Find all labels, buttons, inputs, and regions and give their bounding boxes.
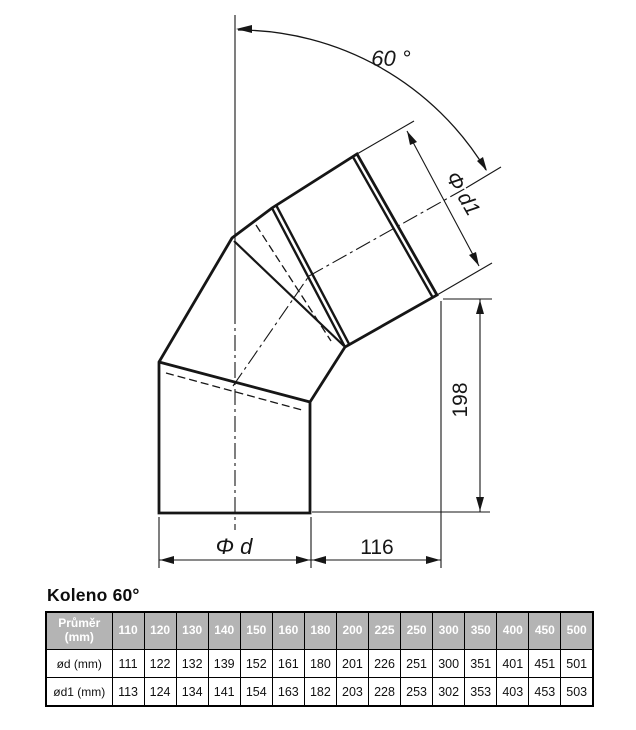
- dim-116-arrow-left: [312, 556, 326, 564]
- cell-d: 132: [176, 650, 208, 678]
- diameter-col: 130: [176, 612, 208, 650]
- dim-d1-ext-bottom: [437, 263, 492, 295]
- cell-d1: 134: [176, 678, 208, 707]
- cell-d1: 353: [465, 678, 497, 707]
- diameter-col: 300: [433, 612, 465, 650]
- cell-d1: 302: [433, 678, 465, 707]
- dim-116-arrow-right: [426, 556, 440, 564]
- dim-d1-label: Φ d1: [440, 167, 485, 220]
- cell-d: 501: [561, 650, 593, 678]
- cell-d: 226: [369, 650, 401, 678]
- arc-arrow-top: [236, 25, 252, 33]
- diameter-col: 450: [529, 612, 561, 650]
- cell-d1: 503: [561, 678, 593, 707]
- angle-arc: [238, 30, 486, 170]
- dim-d-arrow-right: [296, 556, 310, 564]
- cell-d1: 163: [272, 678, 304, 707]
- diameter-col: 250: [401, 612, 433, 650]
- cell-d1: 228: [369, 678, 401, 707]
- dim-d1-arrow-bottom: [469, 252, 479, 266]
- cell-d: 351: [465, 650, 497, 678]
- diameter-col: 150: [240, 612, 272, 650]
- diameter-col: 500: [561, 612, 593, 650]
- cell-d: 201: [336, 650, 368, 678]
- cell-d: 251: [401, 650, 433, 678]
- dim-198-label: 198: [449, 382, 472, 418]
- row-label-d1: ød1 (mm): [46, 678, 112, 707]
- cell-d1: 182: [304, 678, 336, 707]
- cell-d1: 203: [336, 678, 368, 707]
- cell-d: 139: [208, 650, 240, 678]
- diameter-col: 180: [304, 612, 336, 650]
- angle-label: 60 °: [371, 46, 411, 71]
- dimension-table: [45, 611, 594, 707]
- diameter-col: 140: [208, 612, 240, 650]
- diameter-col: 110: [112, 612, 144, 650]
- cell-d1: 253: [401, 678, 433, 707]
- cell-d: 401: [497, 650, 529, 678]
- cell-d: 111: [112, 650, 144, 678]
- dim-116-label: 116: [360, 536, 394, 559]
- diameter-col: 350: [465, 612, 497, 650]
- cell-d1: 124: [144, 678, 176, 707]
- table-header-diameter: Průměr (mm): [46, 612, 112, 650]
- dim-d-arrow-left: [160, 556, 174, 564]
- elbow-outline: [159, 154, 437, 513]
- cell-d: 451: [529, 650, 561, 678]
- dim-198-arrow-top: [476, 300, 484, 314]
- table-row-d1: [46, 678, 593, 707]
- row-label-d: ød (mm): [46, 650, 112, 678]
- cell-d: 180: [304, 650, 336, 678]
- dim-d-label: Φ d: [215, 534, 253, 559]
- dim-198-arrow-bottom: [476, 497, 484, 511]
- cell-d: 161: [272, 650, 304, 678]
- dim-d1-arrow-top: [407, 131, 417, 145]
- cell-d: 300: [433, 650, 465, 678]
- cell-d1: 154: [240, 678, 272, 707]
- cell-d1: 453: [529, 678, 561, 707]
- table-title: Koleno 60°: [47, 585, 140, 605]
- table-header-row: [46, 612, 593, 650]
- cell-d1: 113: [112, 678, 144, 707]
- diameter-col: 120: [144, 612, 176, 650]
- dim-d1-ext-top: [357, 121, 414, 154]
- diameter-col: 225: [369, 612, 401, 650]
- cell-d: 122: [144, 650, 176, 678]
- diameter-col: 200: [336, 612, 368, 650]
- cell-d1: 141: [208, 678, 240, 707]
- table-row-d: [46, 650, 593, 678]
- diameter-col: 160: [272, 612, 304, 650]
- diameter-col: 400: [497, 612, 529, 650]
- cell-d: 152: [240, 650, 272, 678]
- cell-d1: 403: [497, 678, 529, 707]
